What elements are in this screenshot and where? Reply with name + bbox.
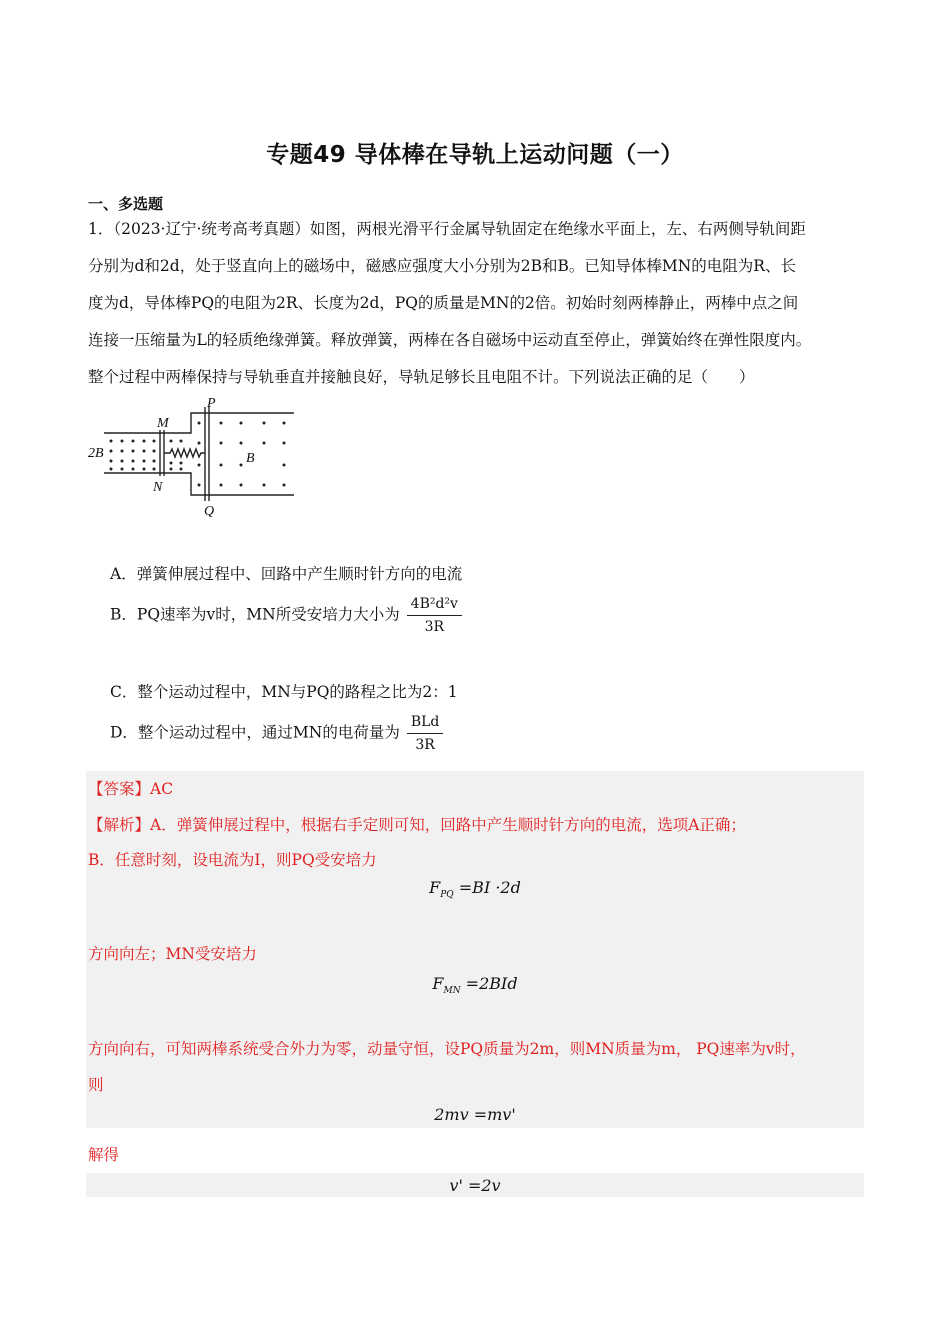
formula-rest: =2BId bbox=[460, 974, 518, 993]
formula-subscript: MN bbox=[443, 986, 461, 996]
option-d-fraction bbox=[407, 714, 444, 753]
fraction-numerator: 4B²d²v bbox=[407, 596, 462, 616]
question-line: 整个过程中两棒保持与导轨垂直并接触良好，导轨足够长且电阻不计。下列说法正确的足（ ） bbox=[88, 368, 755, 386]
option-d-text: D．整个运动过程中，通过MN的电荷量为 bbox=[110, 723, 400, 742]
answer-label: 【答案】AC bbox=[88, 780, 174, 798]
fraction-denominator: 3R bbox=[415, 737, 435, 753]
formula-subscript: PQ bbox=[440, 890, 454, 900]
question-line: 分别为d和2d，处于竖直向上的磁场中，磁感应强度大小分别为2B和B。已知导体棒MN的电阻为R、长 bbox=[88, 257, 796, 275]
analysis-line: 则 bbox=[88, 1076, 104, 1094]
formula-symbol: F bbox=[429, 878, 441, 897]
option-b bbox=[110, 596, 462, 635]
section-heading: 一、多选题 bbox=[88, 195, 164, 213]
page-title: 专题49 导体棒在导轨上运动问题（一） bbox=[266, 142, 684, 168]
rail-diagram bbox=[86, 395, 301, 520]
formula-symbol: F bbox=[432, 974, 444, 993]
label-M: M bbox=[157, 416, 169, 431]
analysis-line: 解得 bbox=[88, 1146, 120, 1164]
formula-fmn bbox=[86, 974, 864, 996]
analysis-line: 【解析】A．弹簧伸展过程中，根据右手定则可知，回路中产生顺时针方向的电流，选项A正确； bbox=[88, 816, 746, 834]
formula-momentum: 2mv =mv' bbox=[434, 1105, 516, 1124]
analysis-line: 方向向左；MN受安培力 bbox=[88, 945, 257, 963]
option-d bbox=[110, 714, 443, 753]
rail-figure bbox=[86, 395, 301, 520]
question-line: 连接一压缩量为L的轻质绝缘弹簧。释放弹簧，两棒在各自磁场中运动直至停止，弹簧始终在弹性限度内。 bbox=[88, 331, 812, 349]
fraction-numerator: BLd bbox=[407, 714, 444, 734]
question-line: 度为d，导体棒PQ的电阻为2R、长度为2d，PQ的质量是MN的2倍。初始时刻两棒静止，两棒中点之间 bbox=[88, 294, 799, 312]
label-2B: 2B bbox=[88, 446, 104, 461]
option-c: C．整个运动过程中，MN与PQ的路程之比为2：1 bbox=[110, 683, 458, 701]
label-P: P bbox=[207, 396, 216, 411]
analysis-line: B．任意时刻，设电流为I，则PQ受安培力 bbox=[88, 851, 377, 869]
option-b-text: B．PQ速率为v时，MN所受安培力大小为 bbox=[110, 605, 400, 624]
option-a: A．弹簧伸展过程中、回路中产生顺时针方向的电流 bbox=[110, 565, 463, 583]
label-Q: Q bbox=[204, 504, 215, 519]
formula-result: v' =2v bbox=[449, 1176, 501, 1195]
fraction-denominator: 3R bbox=[424, 619, 445, 635]
label-N: N bbox=[153, 480, 163, 495]
question-line: 1．（2023·辽宁·统考高考真题）如图，两根光滑平行金属导轨固定在绝缘水平面上，左、右两侧导轨间距 bbox=[88, 220, 806, 238]
analysis-line: 方向向右，可知两棒系统受合外力为零，动量守恒，设PQ质量为2m，则MN质量为m， PQ速率为v时， bbox=[88, 1040, 806, 1058]
formula-rest: =BI ·2d bbox=[453, 878, 521, 897]
formula-fpq bbox=[86, 878, 864, 900]
label-B: B bbox=[246, 451, 255, 466]
option-b-fraction bbox=[407, 596, 462, 635]
